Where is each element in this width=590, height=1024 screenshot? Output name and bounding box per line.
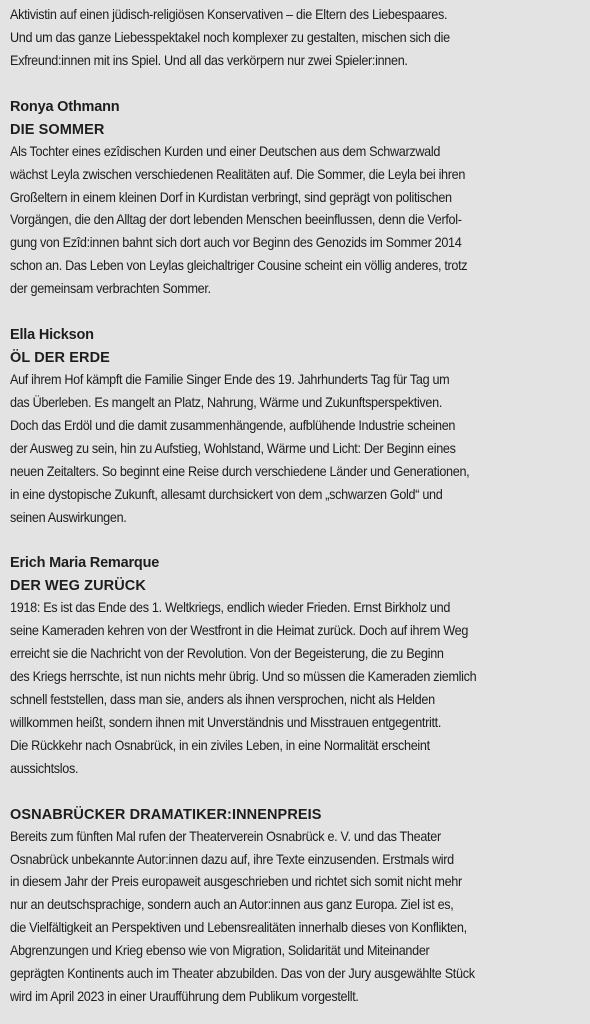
text-line: nur an deutschsprachige, sondern auch an Autor:innen aus ganz Europa. Ziel ist es, bbox=[10, 897, 454, 913]
text-line: 1918: Es ist das Ende des 1. Weltkriegs, endlich wieder Frieden. Ernst Birkholz und bbox=[10, 600, 451, 616]
text-line: der gemeinsam verbrachten Sommer. bbox=[10, 281, 211, 297]
text-line: Doch das Erdöl und die damit zusammenhängende, aufblühende Industrie scheinen bbox=[10, 417, 456, 433]
section-die-sommer bbox=[10, 96, 580, 301]
text-line: Exfreund:innen mit ins Spiel. Und all das verkörpern nur zwei Spieler:innen. bbox=[10, 52, 408, 68]
text-line: wächst Leyla zwischen verschiedenen Realitäten auf. Die Sommer, die Leyla bei ihren bbox=[10, 166, 466, 182]
text-line: in diesem Jahr der Preis europaweit ausgeschrieben und richtet sich somit nicht mehr bbox=[10, 874, 462, 890]
text-line: das Überleben. Es mangelt an Platz, Nahrung, Wärme und Zukunftsperspektiven. bbox=[10, 394, 443, 410]
text-line: Und um das ganze Liebesspektakel noch komplexer zu gestalten, mischen sich die bbox=[10, 29, 450, 45]
text-line: willkommen heißt, sondern ihnen mit Unverständnis und Misstrauen entgegentritt. bbox=[10, 714, 442, 730]
text-line: Vorgängen, die den Alltag der dort lebenden Menschen beeinflussen, denn die Verfol- bbox=[10, 212, 462, 228]
section-title: DER WEG ZURÜCK bbox=[10, 578, 146, 595]
section-title: ÖL DER ERDE bbox=[10, 350, 110, 367]
text-line: des Kriegs herrschte, ist nun nichts mehr übrig. Und so müssen die Kameraden ziemlich bbox=[10, 669, 477, 685]
text-line: schon an. Das Leben von Leylas gleichaltriger Cousine scheint ein völlig anderes, trotz bbox=[10, 258, 468, 274]
text-line: schnell feststellen, dass man sie, anders als ihnen versprochen, nicht als Helden bbox=[10, 692, 435, 708]
text-line: gung von Ezîd:innen bahnt sich dort auch vor Beginn des Genozids im Sommer 2014 bbox=[10, 235, 462, 251]
section-title: DIE SOMMER bbox=[10, 121, 105, 138]
text-line: der Ausweg zu sein, hin zu Aufstieg, Wohlstand, Wärme und Licht: Der Beginn eines bbox=[10, 440, 456, 456]
text-line: Auf ihrem Hof kämpft die Familie Singer Ende des 19. Jahrhunderts Tag für Tag um bbox=[10, 372, 450, 388]
intro-paragraph bbox=[10, 4, 580, 73]
text-line: in eine dystopische Zukunft, allesamt durchsickert von dem „schwarzen Gold“ und bbox=[10, 486, 443, 502]
section-title: OSNABRÜCKER DRAMATIKER:INNENPREIS bbox=[10, 806, 322, 823]
section-author: Ella Hickson bbox=[10, 327, 94, 344]
text-line: neuen Zeitalters. So beginnt eine Reise durch verschiedene Länder und Generationen, bbox=[10, 463, 470, 479]
section-der-weg-zurueck bbox=[10, 552, 580, 780]
text-line: geprägten Kontinents auch im Theater abzubilden. Das von der Jury ausgewählte Stück bbox=[10, 966, 475, 982]
text-line: Osnabrück unbekannte Autor:innen dazu auf, ihre Texte einzusenden. Erstmals wird bbox=[10, 851, 454, 867]
text-line: Großeltern in einem kleinen Dorf in Kurdistan verbringt, sind geprägt von politischen bbox=[10, 189, 452, 205]
text-line: erreicht sie die Nachricht von der Revolution. Von der Begeisterung, die zu Beginn bbox=[10, 646, 444, 662]
text-line: wird im April 2023 in einer Uraufführung dem Publikum vorgestellt. bbox=[10, 989, 359, 1004]
text-line: die Vielfältigkeit an Perspektiven und Lebensrealitäten innerhalb dieses von Konflikten, bbox=[10, 920, 467, 936]
text-line: Bereits zum fünften Mal rufen der Theaterverein Osnabrück e. V. und das Theater bbox=[10, 828, 441, 844]
section-author: Ronya Othmann bbox=[10, 98, 120, 115]
section-dramatikerpreis bbox=[10, 804, 580, 1009]
section-oel-der-erde bbox=[10, 324, 580, 529]
text-line: seine Kameraden kehren von der Westfront in die Heimat zurück. Doch auf ihrem Weg bbox=[10, 623, 469, 639]
text-line: Als Tochter eines ezîdischen Kurden und einer Deutschen aus dem Schwarzwald bbox=[10, 143, 441, 159]
text-line: seinen Auswirkungen. bbox=[10, 509, 127, 525]
text-line: Aktivistin auf einen jüdisch-religiösen Konservativen – die Eltern des Liebespaares. bbox=[10, 7, 448, 22]
text-line: Die Rückkehr nach Osnabrück, in ein ziviles Leben, in eine Normalität erscheint bbox=[10, 737, 430, 753]
text-line: aussichtslos. bbox=[10, 760, 79, 776]
section-author: Erich Maria Remarque bbox=[10, 555, 160, 572]
text-line: Abgrenzungen und Krieg ebenso wie von Migration, Solidarität und Miteinander bbox=[10, 943, 430, 959]
